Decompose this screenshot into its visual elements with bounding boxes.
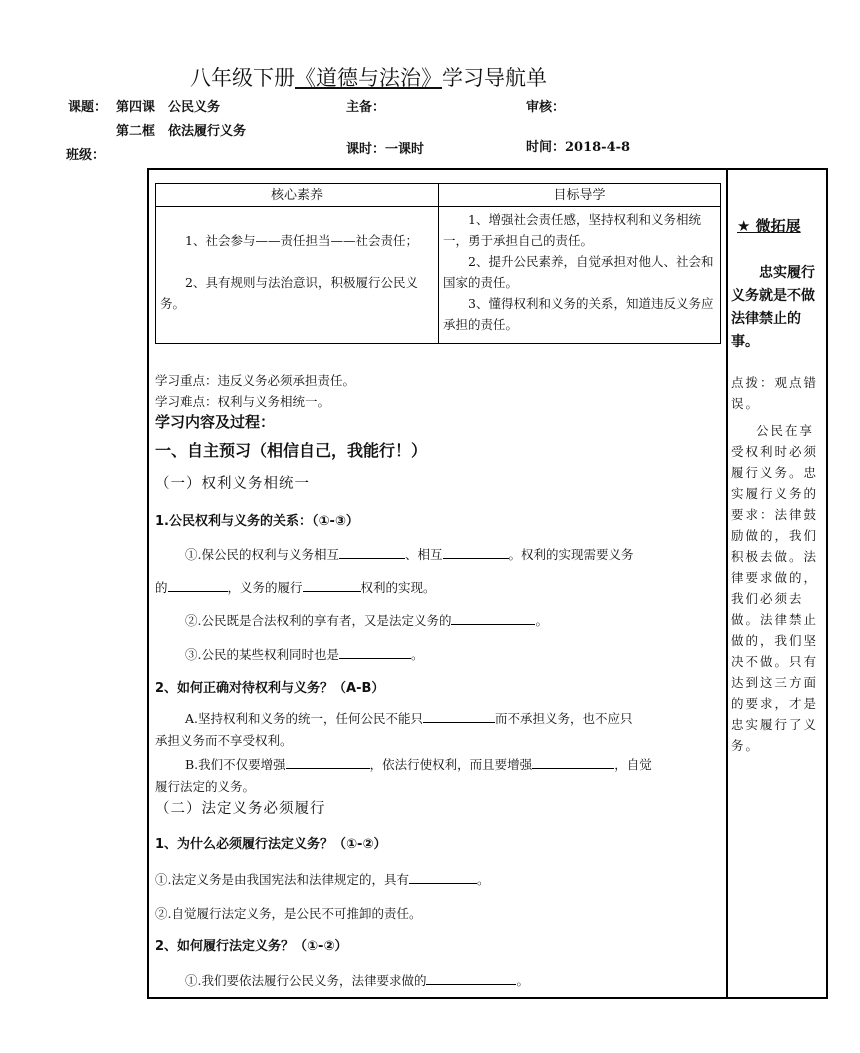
blank: [303, 578, 361, 592]
goals-table: [155, 183, 721, 344]
period: 课时：一课时: [346, 142, 425, 157]
q1-b-text-1: ②.公民既是合法权利的享有者，又是法定义务的: [185, 613, 452, 628]
q1-item-a-cont: [155, 578, 721, 597]
goals-cell: [439, 207, 721, 344]
q1-c-text-1: ③.公民的某些权利同时也是: [185, 647, 339, 662]
topic-label: 课题：: [68, 100, 108, 115]
q1-a-text-3: 。权利的实现需要义务: [508, 547, 634, 562]
page-title: [190, 62, 547, 92]
q1-b-text-2: 。: [535, 613, 548, 628]
q2-b-text-3: ，自觉: [614, 757, 652, 772]
q2-b-text-2: ，依法行使权利，而且要增强: [369, 757, 533, 772]
subsection-1-heading: （一）权利义务相统一: [155, 476, 310, 492]
q1-item-a: [185, 545, 725, 564]
blank: [532, 755, 614, 769]
q4-a-text-2: 。: [516, 973, 529, 988]
q2-a-text-1: A.坚持权利和义务的统一，任何公民不能只: [185, 711, 424, 726]
goal-item-3: 3、懂得权利和义务的关系，知道违反义务应承担的责任。: [443, 296, 714, 332]
q1-a-text-2: 、相互: [404, 547, 443, 562]
review-label: 审核：: [526, 100, 566, 115]
difficulty: 学习难点：权利与义务相统一。: [155, 394, 331, 409]
host-label: 主备：: [346, 100, 386, 115]
blank: [409, 870, 477, 884]
subsection-2-heading: （二）法定义务必须履行: [155, 801, 326, 817]
blank: [339, 545, 405, 559]
q2-item-b: [185, 755, 725, 774]
q2-b-text-1: B.我们不仅要增强: [185, 757, 286, 772]
blank: [286, 755, 370, 769]
header-core: 核心素养: [156, 184, 439, 207]
frame-title: 第二框 依法履行义务: [116, 124, 247, 139]
side-statement: 忠实履行义务就是不做法律禁止的事。: [731, 265, 815, 350]
core-item-2: 2、具有规则与法治意识，积极履行公民义务。: [160, 275, 418, 311]
title-book: 《道德与法治》: [295, 66, 442, 90]
blank: [168, 578, 228, 592]
side-tip: 点拨：观点错误。: [731, 375, 819, 411]
date: 时间：2018-4-8: [526, 140, 631, 155]
column-divider: [726, 168, 728, 999]
blank: [423, 709, 495, 723]
lesson-title: 第四课 公民义务: [116, 100, 221, 115]
q1-a-text-4: 的: [155, 580, 168, 595]
blank: [426, 971, 516, 985]
side-explanation: 公民在享受权利时必须履行义务。忠实履行义务的要求：法律鼓励做的，我们积极去做。法律要求做的，我们必须去做。法律禁止做的，我们坚决不做。只有达到这三方面的要求，才是忠实履行了义务。: [731, 423, 819, 753]
process-heading: 学习内容及过程：: [155, 413, 276, 431]
question-1: 1.公民权利与义务的关系：（①-③）: [155, 514, 359, 529]
q3-a-text-1: ①.法定义务是由我国宪法和法律规定的，具有: [155, 872, 409, 887]
goal-item-1: 1、增强社会责任感，坚持权利和义务相统一，勇于承担自己的责任。: [443, 212, 701, 248]
q2-a-text-2: 而不承担义务，也不应只: [495, 711, 633, 726]
q4-a-text-1: ①.我们要依法履行公民义务，法律要求做的: [185, 973, 427, 988]
key-point: 学习重点：违反义务必须承担责任。: [155, 373, 356, 388]
q2-item-b-cont: 履行法定的义务。: [155, 779, 256, 794]
question-3: 1、为什么必须履行法定义务？（①-②）: [155, 837, 387, 852]
q4-item-a: [185, 971, 725, 990]
blank: [451, 611, 535, 625]
q2-item-a-cont: 承担义务而不享受权利。: [155, 733, 293, 748]
q1-a-text-1: ①.保公民的权利与义务相互: [185, 547, 339, 562]
header-goals: 目标导学: [439, 184, 721, 207]
core-cell: [156, 207, 439, 344]
q1-a-text-6: 权利的实现。: [360, 580, 436, 595]
question-2: 2、如何正确对待权利与义务？（A-B）: [155, 681, 385, 696]
section-1-heading: 一、自主预习（相信自己，我能行！）: [155, 441, 428, 460]
title-suffix: 学习导航单: [442, 66, 547, 90]
q3-a-text-2: 。: [476, 872, 490, 887]
question-4: 2、如何履行法定义务？（①-②）: [155, 939, 348, 954]
core-item-1: 1、社会参与——责任担当——社会责任；: [185, 233, 418, 248]
q2-item-a: [185, 709, 725, 728]
goal-item-2: 2、提升公民素养，自觉承担对他人、社会和国家的责任。: [443, 254, 714, 290]
q3-item-a: [155, 870, 721, 889]
q1-item-b: [185, 611, 725, 630]
side-heading: ★ 微拓展: [737, 217, 801, 235]
class-label: 班级：: [66, 148, 106, 163]
title-prefix: 八年级下册: [190, 66, 295, 90]
blank: [443, 545, 509, 559]
q1-item-c: [185, 645, 725, 664]
q1-c-text-2: 。: [410, 647, 424, 662]
q1-a-text-5: ，义务的履行: [227, 580, 303, 595]
blank: [339, 645, 411, 659]
q3-item-b: ②.自觉履行法定义务，是公民不可推卸的责任。: [155, 906, 422, 921]
